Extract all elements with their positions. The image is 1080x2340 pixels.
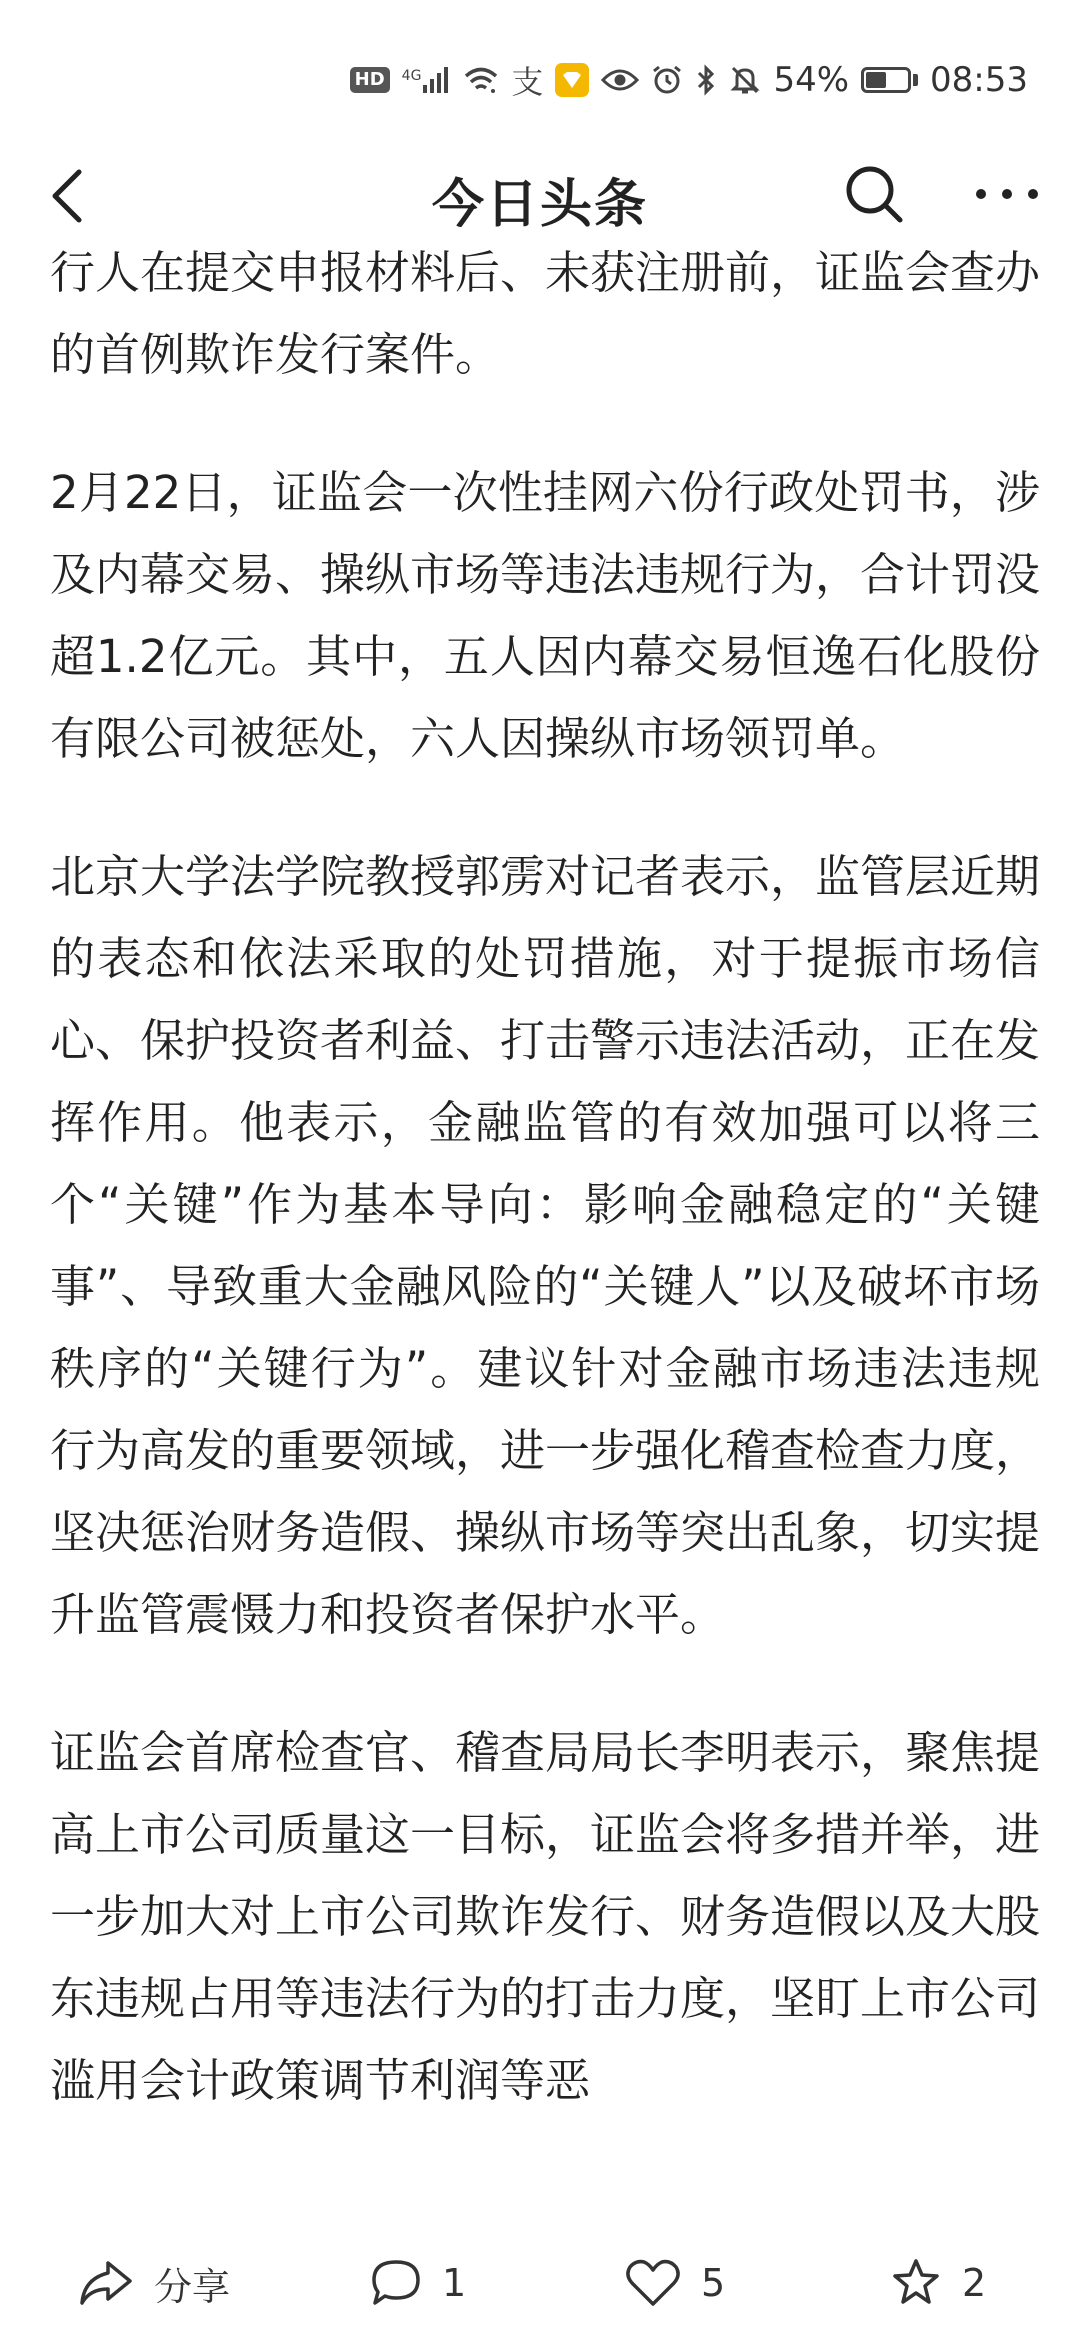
like-button[interactable] [625, 2248, 725, 2318]
more-icon [972, 186, 1042, 202]
battery-level-fill [866, 72, 886, 88]
status-icons [350, 54, 1028, 106]
search-button[interactable] [836, 156, 912, 232]
like-count: 5 [701, 2261, 726, 2305]
favorite-button[interactable] [890, 2248, 986, 2318]
mute-icon [729, 64, 761, 96]
comment-button[interactable] [370, 2248, 466, 2318]
alarm-icon [651, 64, 683, 96]
article-paragraph: 北京大学法学院教授郭雳对记者表示，监管层近期的表态和依法采取的处罚措施，对于提振市场信心、保护投资者利益、打击警示违法活动，正在发挥作用。他表示，金融监管的有效加强可以将三个“关键”作为基本导向：影响金融稳定的“关键事”、导致重大金融风险的“关键人”以及破坏市场秩序的“关键行为”。建议针对金融市场违法违规行为高发的重要领域，进一步强化稽查检查力度，坚决惩治财务造假、操纵市场等突出乱象，切实提升监管震慑力和投资者保护水平。 [50, 850, 1040, 1641]
top-nav-bar [0, 150, 1080, 240]
wifi-icon [463, 65, 499, 95]
battery-icon [861, 67, 918, 93]
comment-count: 1 [442, 2261, 467, 2305]
article-paragraph: 行人在提交申报材料后、未获注册前，证监会查办的首例欺诈发行案件。 [50, 246, 1040, 381]
page-title: 今日头条 [431, 175, 648, 235]
article-paragraph: 证监会首席检查官、稽查局局长李明表示，聚焦提高上市公司质量这一目标，证监会将多措并举，进一步加大对上市公司欺诈发行、财务造假以及大股东违规占用等违法行为的打击力度，坚盯上市公司滥用会计政策调节利润等恶 [50, 1726, 1040, 2107]
clock: 08:53 [930, 60, 1028, 100]
app-badge-icon [555, 63, 589, 97]
share-button[interactable] [78, 2248, 230, 2318]
battery-percent: 54% [773, 60, 850, 100]
comment-icon [370, 2258, 422, 2308]
share-label: 分享 [154, 2264, 231, 2309]
favorite-count: 2 [962, 2261, 987, 2305]
like-icon [625, 2258, 681, 2308]
network-type-label: 4G [401, 68, 422, 84]
alipay-icon: 支 [511, 63, 544, 101]
eye-icon [601, 66, 639, 94]
bluetooth-icon [695, 64, 717, 96]
article-body [50, 232, 1040, 2222]
signal-icon [402, 65, 452, 95]
share-icon [78, 2257, 134, 2309]
search-icon [842, 162, 906, 226]
status-bar [0, 0, 1080, 150]
hd-icon: HD [350, 67, 390, 93]
article-paragraph: 2月22日，证监会一次性挂网六份行政处罚书，涉及内幕交易、操纵市场等违法违规行为，合计罚没超1.2亿元。其中，五人因内幕交易恒逸石化股份有限公司被惩处，六人因操纵市场领罚单。 [50, 466, 1040, 765]
bottom-action-bar [0, 2230, 1080, 2340]
more-button[interactable] [962, 156, 1052, 232]
favorite-icon [890, 2257, 942, 2309]
